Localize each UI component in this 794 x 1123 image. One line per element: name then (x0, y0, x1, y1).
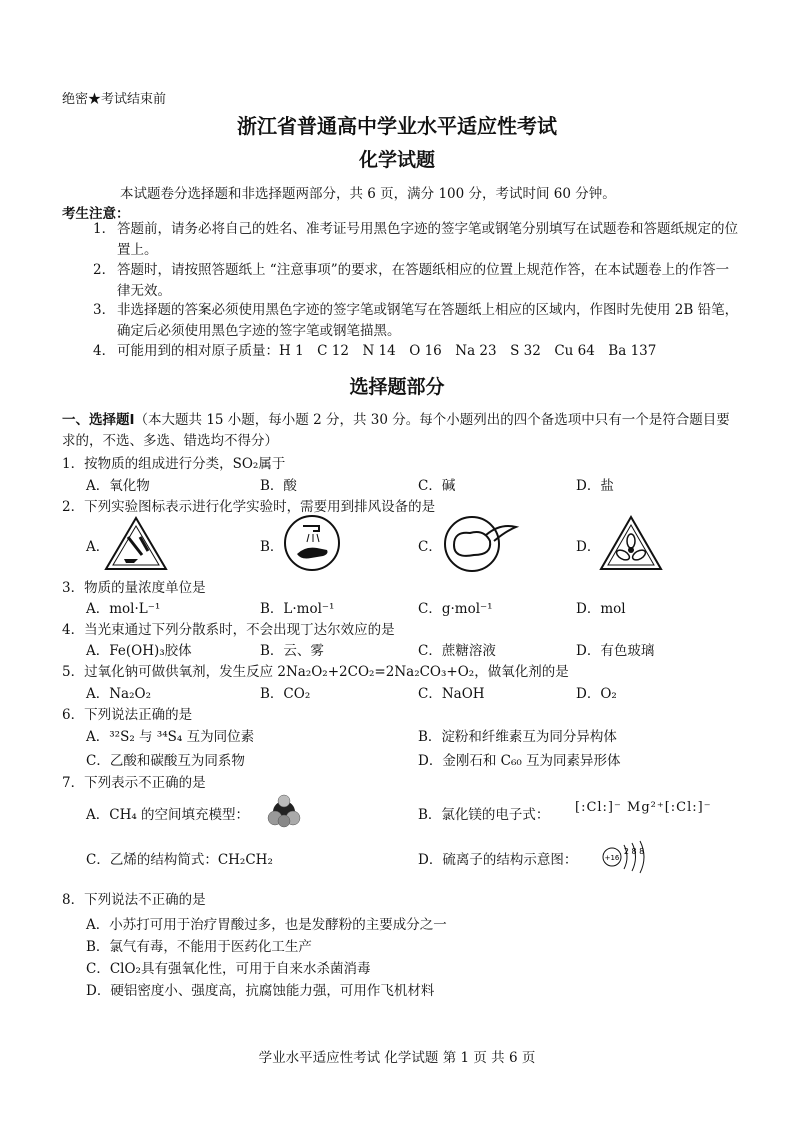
notice-num: 3． (93, 302, 116, 318)
notice-num: 2． (93, 262, 116, 278)
mgcl2-electron-formula: [:Cl:]⁻ Mg²⁺[:Cl:]⁻ (575, 800, 712, 815)
secret-label: 绝密★考试结束前 (62, 92, 167, 107)
corrosive-warning-icon (104, 515, 168, 571)
q8-option-a: A．小苏打可用于治疗胃酸过多，也是发酵粉的主要成分之一 (86, 917, 447, 933)
q4-option-d: D．有色玻璃 (576, 643, 655, 659)
question-6-stem: 6．下列说法正确的是 (62, 707, 193, 723)
page-title: 浙江省普通高中学业水平适应性考试 (237, 114, 557, 138)
q3-option-b: B．L·mol⁻¹ (260, 601, 335, 617)
nucleus-charge: +16 (604, 854, 620, 862)
notice-item (93, 341, 741, 362)
question-2-stem: 2．下列实验图标表示进行化学实验时，需要用到排风设备的是 (62, 499, 436, 515)
question-7-stem: 7．下列表示不正确的是 (62, 775, 206, 791)
q8-option-b: B．氯气有毒，不能用于医药化工生产 (86, 939, 312, 955)
q8-option-d: D．硬铝密度小、强度高，抗腐蚀能力强，可用作飞机材料 (86, 983, 435, 999)
q8-option-c: C．ClO₂具有强氧化性，可用于自来水杀菌消毒 (86, 961, 371, 977)
notice-num: 1． (93, 221, 116, 237)
q6-option-d: D．金刚石和 C₆₀ 互为同素异形体 (418, 753, 621, 769)
q5-option-c: C．NaOH (418, 686, 485, 702)
q1-option-a: A．氧化物 (86, 478, 150, 494)
q6-option-a: A．³²S₂ 与 ³⁴S₄ 互为同位素 (86, 729, 255, 745)
q6-option-c: C．乙酸和碳酸互为同系物 (86, 753, 245, 769)
notice-item (93, 260, 741, 302)
q7-option-a: A．CH₄ 的空间填充模型： (86, 807, 250, 823)
q2-option-a: A． (86, 539, 110, 555)
q4-option-b: B．云、雾 (260, 643, 324, 659)
q1-option-c: C．碱 (418, 478, 456, 494)
notice-num: 4． (93, 343, 116, 359)
q3-option-d: D．mol (576, 601, 626, 617)
q2-option-c: C． (418, 539, 442, 555)
notice-item (93, 219, 741, 261)
q1-option-d: D．盐 (576, 478, 614, 494)
q1-option-b: B．酸 (260, 478, 297, 494)
notice-item (93, 300, 741, 342)
methane-space-filling-model-icon (266, 794, 302, 828)
page-footer: 学业水平适应性考试 化学试题 第 1 页 共 6 页 (258, 1050, 536, 1066)
q6-option-b: B．淀粉和纤维素互为同分异构体 (418, 729, 617, 745)
q7-option-b: B．氯化镁的电子式： (418, 807, 550, 823)
ventilation-fan-icon (598, 514, 664, 572)
q5-option-a: A．Na₂O₂ (86, 686, 152, 702)
question-3-stem: 3．物质的量浓度单位是 (62, 580, 206, 596)
notice-text: 可能用到的相对原子质量：H 1 C 12 N 14 O 16 Na 23 S 32 Cu 64 Ba 137 (117, 343, 657, 359)
hot-surface-icon (440, 513, 520, 573)
notice-text: 答题时，请按照答题纸上 “注意事项”的要求，在答题纸相应的位置上规范作答，在本试题卷上的作答一律无效。 (117, 262, 730, 299)
part-desc: （本大题共 15 小题，每小题 2 分，共 30 分。每个小题列出的四个备选项中只有一个是符合题目要求的，不选、多选、错选均不得分） (62, 412, 730, 449)
q5-option-d: D．O₂ (576, 686, 617, 702)
question-1-stem: 1．按物质的组成进行分类，SO₂属于 (62, 456, 286, 472)
q3-option-a: A．mol·L⁻¹ (86, 601, 161, 617)
q3-option-c: C．g·mol⁻¹ (418, 601, 493, 617)
q4-option-c: C．蔗糖溶液 (418, 643, 496, 659)
notice-text: 非选择题的答案必须使用黑色字迹的签字笔或钢笔写在答题纸上相应的区域内，作图时先使用 2B 铅笔，确定后必须使用黑色字迹的签字笔或钢笔描黑。 (117, 302, 739, 339)
part-label: 一、选择题Ⅰ (62, 412, 135, 428)
q2-option-b: B． (260, 539, 284, 555)
q4-option-a: A．Fe(OH)₃胶体 (86, 643, 192, 659)
question-4-stem: 4．当光束通过下列分散系时，不会出现丁达尔效应的是 (62, 622, 395, 638)
section-title: 选择题部分 (349, 376, 445, 398)
q7-option-d: D．硫离子的结构示意图： (418, 852, 578, 868)
question-5-stem: 5．过氧化钠可做供氧剂，发生反应 2Na₂O₂+2CO₂=2Na₂CO₃+O₂，做氧化剂的是 (62, 664, 569, 680)
q2-option-d: D． (576, 539, 601, 555)
part-instructions (62, 410, 742, 452)
intro-text: 本试题卷分选择题和非选择题两部分，共 6 页，满分 100 分，考试时间 60 分钟。 (120, 186, 616, 202)
hand-wash-icon (283, 514, 341, 572)
question-8-stem: 8．下列说法不正确的是 (62, 892, 206, 908)
notice-heading: 考生注意： (62, 206, 130, 222)
sulfide-ion-structure-diagram (600, 838, 660, 876)
notice-text: 答题前，请务必将自己的姓名、准考证号用黑色字迹的签字笔或钢笔分别填写在试题卷和答题纸规定的位置上。 (117, 221, 738, 258)
electron-shells: 2 8 8 (623, 847, 645, 856)
q5-option-b: B．CO₂ (260, 686, 311, 702)
q7-option-c: C．乙烯的结构简式：CH₂CH₂ (86, 852, 273, 868)
page-subtitle: 化学试题 (358, 149, 435, 171)
